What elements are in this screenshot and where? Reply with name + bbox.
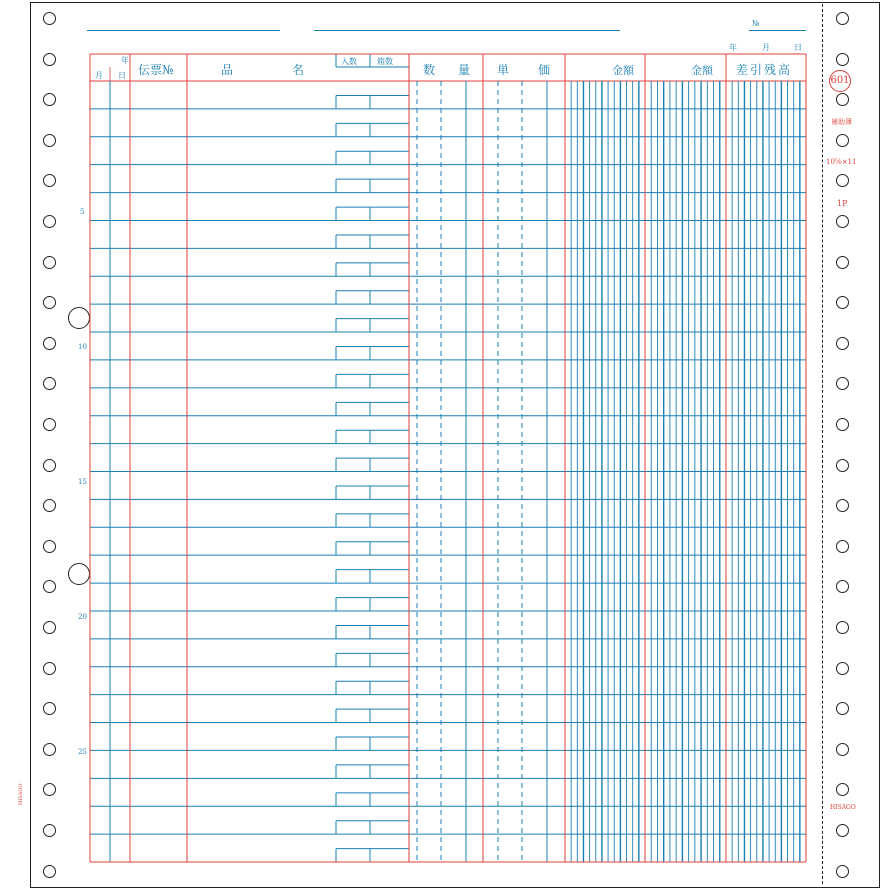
row-number-10: 10 <box>78 343 87 351</box>
header-year: 年 <box>121 56 129 65</box>
header-unit-price-2: 価 <box>538 63 551 77</box>
header-unit-price-1: 単 <box>497 63 510 77</box>
number-label: № <box>752 19 760 28</box>
date-day-label: 日 <box>794 43 802 52</box>
header-amount-2: 金額 <box>691 64 713 77</box>
row-number-5: 5 <box>80 208 85 216</box>
form-size: 10⅝×11 <box>826 158 857 166</box>
header-day: 日 <box>118 71 126 80</box>
row-number-25: 25 <box>78 748 87 756</box>
form-code-badge: 601 <box>829 70 851 92</box>
form-name: 補助簿 <box>831 118 852 126</box>
header-item-name-1: 品 <box>221 63 234 77</box>
date-year-label: 年 <box>729 43 737 52</box>
brand-right: HISAGO <box>830 804 856 811</box>
header-case-count: 箱数 <box>377 57 393 66</box>
row-number-15: 15 <box>78 478 87 486</box>
row-number-20: 20 <box>78 613 87 621</box>
header-quantity-1: 数 <box>423 63 436 77</box>
brand-left: HISAGO <box>18 783 24 805</box>
header-month: 月 <box>95 71 103 80</box>
header-units-per-case: 入数 <box>341 57 357 66</box>
header-item-name-2: 名 <box>292 63 305 77</box>
header-quantity-2: 量 <box>458 63 471 77</box>
header-slip-no: 伝票№ <box>138 63 174 77</box>
header-balance: 差引残高 <box>736 63 793 77</box>
header-amount-1: 金額 <box>612 64 634 77</box>
form-ply: 1P <box>837 199 848 208</box>
date-month-label: 月 <box>762 43 770 52</box>
